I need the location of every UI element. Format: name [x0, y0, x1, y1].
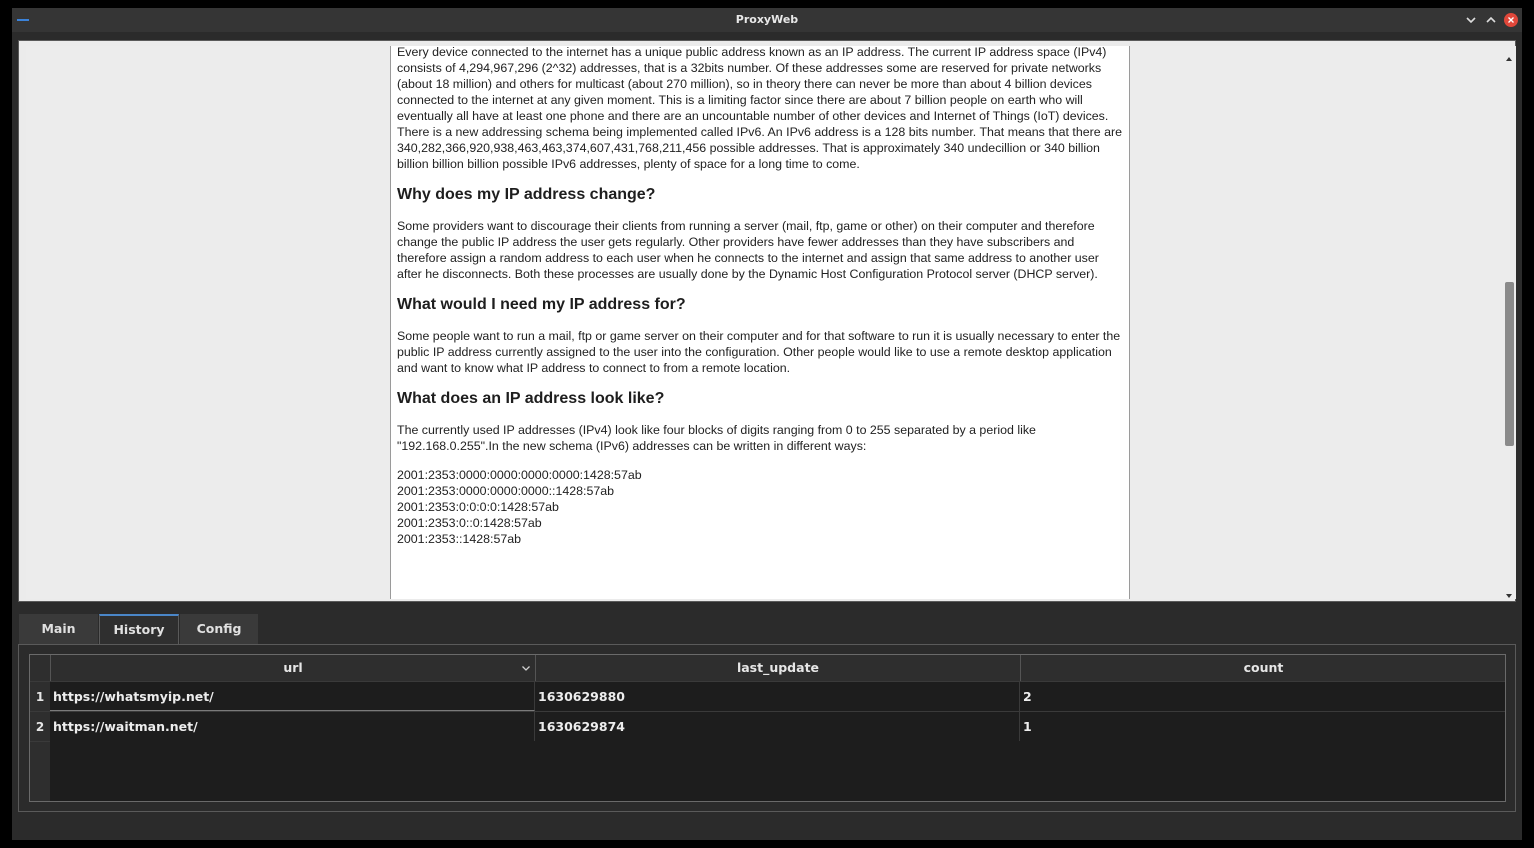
- history-table[interactable]: [29, 654, 1506, 802]
- row-number[interactable]: 1: [30, 681, 50, 711]
- section-heading: Why does my IP address change?: [397, 186, 656, 203]
- window-title: ProxyWeb: [735, 13, 799, 26]
- close-icon: [1504, 13, 1518, 27]
- section-body: The currently used IP addresses (IPv4) look like four blocks of digits ranging from 0 to 255 separated by a period like "192.168.0.255".In the new schema (IPv6) addresses can be written in different ways:: [397, 423, 1036, 453]
- cell-url[interactable]: https://waitman.net/: [50, 712, 535, 741]
- table-row[interactable]: [50, 711, 1506, 741]
- section-heading: What does an IP address look like?: [397, 390, 665, 407]
- sort-chevron-icon: [521, 663, 531, 673]
- ipv6-example: 2001:2353:0000:0000:0000::1428:57ab: [397, 484, 615, 498]
- column-header-url[interactable]: [50, 655, 535, 681]
- column-header-last-update[interactable]: last_update: [535, 655, 1020, 681]
- scroll-up-button[interactable]: [1504, 49, 1514, 59]
- row-number[interactable]: 2: [30, 711, 50, 741]
- title-bar: [12, 8, 1522, 32]
- table-row[interactable]: [50, 681, 1506, 711]
- web-page: [26, 46, 1502, 599]
- column-header-count[interactable]: count: [1020, 655, 1506, 681]
- cell-last-update[interactable]: 1630629880: [535, 682, 1020, 711]
- section-body: Some people want to run a mail, ftp or game server on their computer and for that software to run it is usually necessary to enter the public IP address currently assigned to the user into the configuration. Other people would like to use a remote desktop application and want to know what IP address to connect to from a remote location.: [397, 329, 1121, 375]
- close-button[interactable]: [1504, 13, 1518, 27]
- cell-last-update[interactable]: 1630629874: [535, 712, 1020, 741]
- app-window: [12, 8, 1522, 840]
- ipv6-example: 2001:2353::1428:57ab: [397, 532, 522, 546]
- column-header-label: url: [283, 660, 303, 675]
- section-body: Some providers want to discourage their clients from running a server (mail, ftp, game or other) on their computer and therefore change the public IP address the user gets regularly. Other providers have fewer addresses than they have subscribers and therefore assign a random address to each user when he connects to the internet and assign that same address to another user after he disconnects. Both these processes are usually done by the Dynamic Host Configuration Protocol server (DHCP server).: [397, 219, 1099, 281]
- cell-count[interactable]: 2: [1023, 689, 1032, 704]
- cell-url[interactable]: https://whatsmyip.net/: [50, 682, 535, 711]
- tab-main[interactable]: Main: [19, 614, 98, 644]
- ipv6-example: 2001:2353:0:0:0:0:1428:57ab: [397, 500, 559, 514]
- ipv6-example-list: [397, 467, 1125, 547]
- article-intro: Every device connected to the internet has a unique public address known as an IP address. The current IP address space (IPv4) consists of 4,294,967,296 (2^32) addresses, that is a 32bits number. Of these addresses some are reserved for private networks (about 18 million) and others for multicast (about 270 million), so in theory there can never be more than about 4 billion devices connected to the internet at any given moment. This is a limiting factor since there are about 7 billion people on earth who will eventually all have at least one phone and there are an uncountable number of other devices and Internet of Things (IoT) devices. There is a new addressing schema being implemented called IPv6. An IPv6 address is a 128 bits number. That means that there are 340,282,366,920,938,463,463,374,607,431,768,211,456 possible addresses. That is approximately 340 undecillion or 340 billion billion billion billion possible IPv6 addresses, plenty of space for a long time to come.: [397, 46, 1123, 171]
- history-panel: [18, 644, 1516, 812]
- table-corner: [30, 655, 50, 681]
- row-header-filler: [30, 741, 50, 802]
- article-column: [390, 46, 1130, 599]
- minimize-button[interactable]: [1464, 13, 1478, 27]
- tab-config[interactable]: Config: [180, 614, 258, 644]
- section-heading: What would I need my IP address for?: [397, 296, 686, 313]
- ipv6-example: 2001:2353:0::0:1428:57ab: [397, 516, 542, 530]
- ipv6-example: 2001:2353:0000:0000:0000:0000:1428:57ab: [397, 468, 642, 482]
- scroll-down-button[interactable]: [1504, 586, 1514, 596]
- arrow-up-icon: [1504, 54, 1514, 64]
- tab-history[interactable]: History: [99, 614, 179, 644]
- chevron-down-icon: [1464, 13, 1478, 27]
- arrow-down-icon: [1504, 591, 1514, 601]
- cell-count[interactable]: 1: [1023, 719, 1032, 734]
- scrollbar-thumb[interactable]: [1505, 282, 1514, 446]
- vertical-scrollbar[interactable]: [1502, 46, 1516, 599]
- chevron-up-icon: [1484, 13, 1498, 27]
- maximize-button[interactable]: [1484, 13, 1498, 27]
- web-view[interactable]: [18, 40, 1516, 602]
